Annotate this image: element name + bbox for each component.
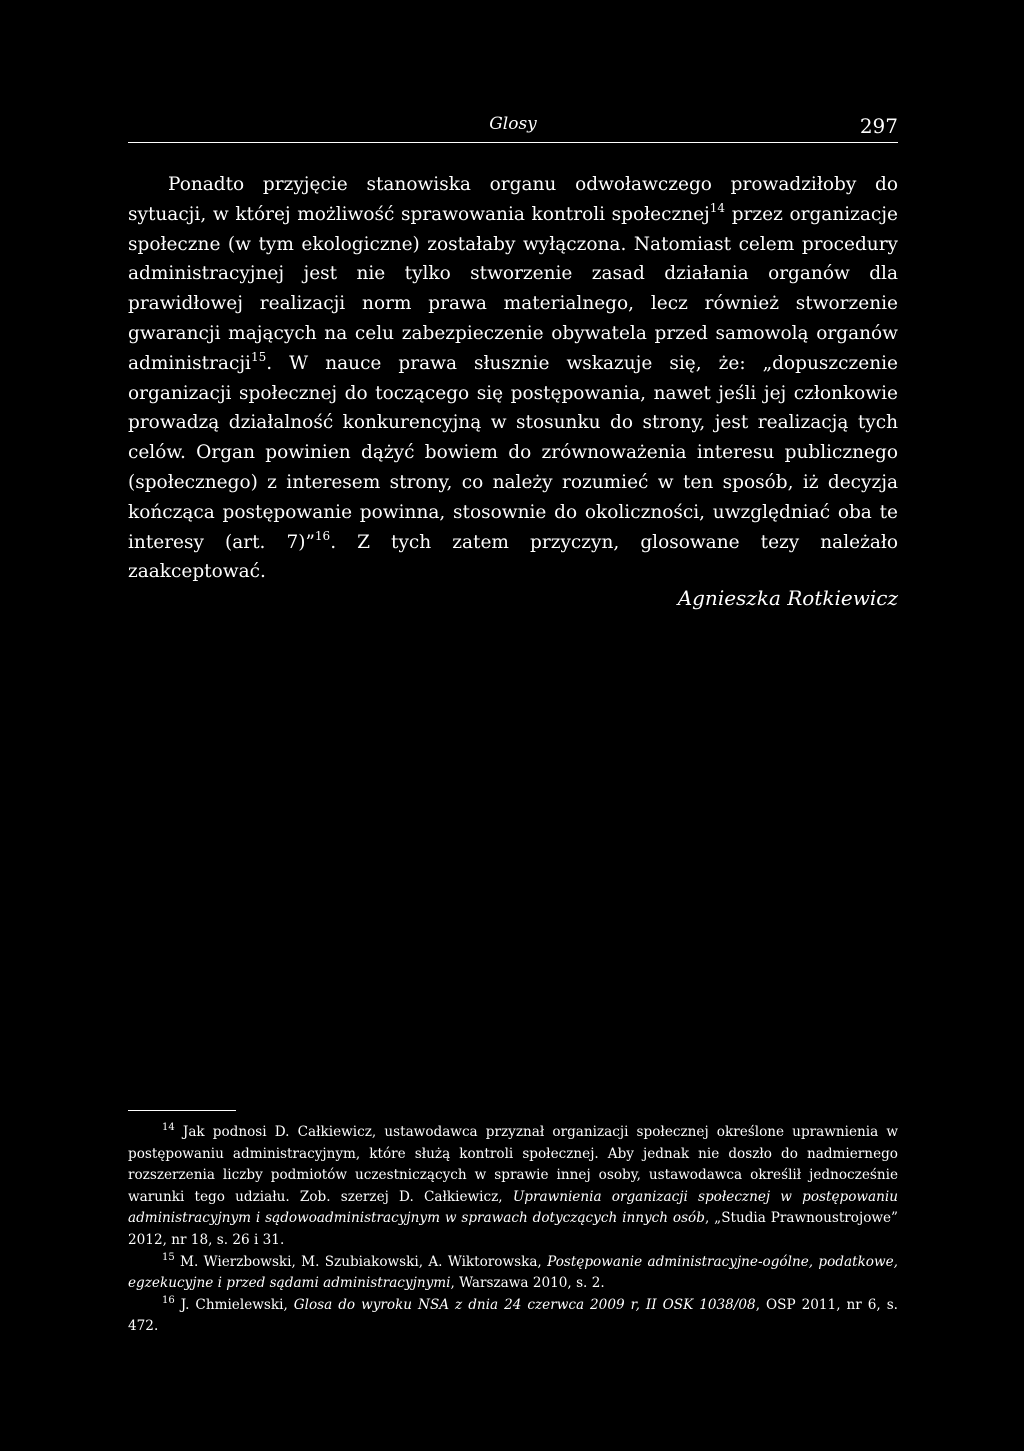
- footnote-ref-14[interactable]: 14: [709, 200, 726, 215]
- body-text-segment: . W nauce prawa słusznie wskazuje się, że: „dopuszczenie organizacji społecznej do toczącego się postępowania, nawet jeśli jej członkowie prowadzą działalność konkurencyjną w stosunku do strony, jest realizacją tych celów. Organ powinien dążyć bowiem do zrównoważenia interesu publicznego (społecznego) z interesem strony, co należy rozumieć w ten sposób, iż decyzja kończąca postępowanie powinna, stosownie do okoliczności, uwzględniać oba te interesy (art. 7)”: [128, 352, 898, 553]
- footnote-ref-16[interactable]: 16: [314, 528, 331, 543]
- page-number: 297: [859, 114, 898, 138]
- footnote-number: 16: [162, 1294, 175, 1306]
- footnote-number: 15: [162, 1251, 175, 1263]
- body-text-segment: przez organizacje społeczne (w tym ekologiczne) zostałaby wyłączona. Natomiast celem procedury administracyjnej jest nie tylko stworzenie zasad działania organów dla prawidłowej realizacji norm prawa materialnego, lecz również stworzenie gwarancji mających na celu zabezpieczenie obywatela przed samowolą organów administracji: [128, 203, 898, 374]
- footnote-14: [128, 1122, 898, 1252]
- footnote-text: Jak podnosi D. Całkiewicz, ustawodawca przyznał organizacji społecznej określone uprawnienia w postępowaniu administracyjnym, które służą kontroli społecznej. Aby jednak nie doszło do nadmiernego rozszerzenia liczby podmiotów uczestniczących w sprawie innej osoby, ustawodawca określił jednocześnie warunki tego udziału. Zob. szerzej D. Całkiewicz,: [128, 1124, 898, 1205]
- footnote-separator: [128, 1110, 236, 1111]
- footnote-text: J. Chmielewski,: [174, 1296, 294, 1313]
- footnote-text: , OSP 2011, nr 6, s. 472.: [128, 1296, 898, 1335]
- footnote-ref-15[interactable]: 15: [250, 349, 267, 364]
- footnote-title: Uprawnienia organizacji społecznej w postępowaniu administracyjnym i sądowoadministracyjnym w sprawach dotyczących innych osób: [128, 1188, 898, 1227]
- page-header: [128, 112, 898, 143]
- footnote-number: 14: [162, 1122, 175, 1133]
- running-title: Glosy: [489, 114, 537, 134]
- footnote-text: M. Wierzbowski, M. Szubiakowski, A. Wiktorowska,: [174, 1253, 548, 1270]
- footnote-text: , Warszawa 2010, s. 2.: [450, 1275, 605, 1292]
- footnote-title: Postępowanie administracyjne-ogólne, podatkowe, egzekucyjne i przed sądami administracyjnymi: [128, 1253, 898, 1292]
- body-text-segment: . Z tych zatem przyczyn, glosowane tezy należało zaakceptować.: [128, 531, 898, 583]
- body-text-segment: Ponadto przyjęcie stanowiska organu odwoławczego prowadziłoby do sytuacji, w której możliwość sprawowania kontroli społecznej: [128, 174, 898, 225]
- footnote-15: [128, 1252, 898, 1295]
- main-paragraph: [128, 170, 898, 587]
- footnote-text: , „Studia Prawnoustrojowe” 2012, nr 18, s. 26 i 31.: [128, 1210, 899, 1248]
- footnote-title: Glosa do wyroku NSA z dnia 24 czerwca 2009 r, II OSK 1038/08: [293, 1296, 756, 1313]
- footnote-16: [128, 1295, 898, 1338]
- footnotes: [128, 1122, 898, 1338]
- author-signature: Agnieszka Rotkiewicz: [677, 586, 898, 610]
